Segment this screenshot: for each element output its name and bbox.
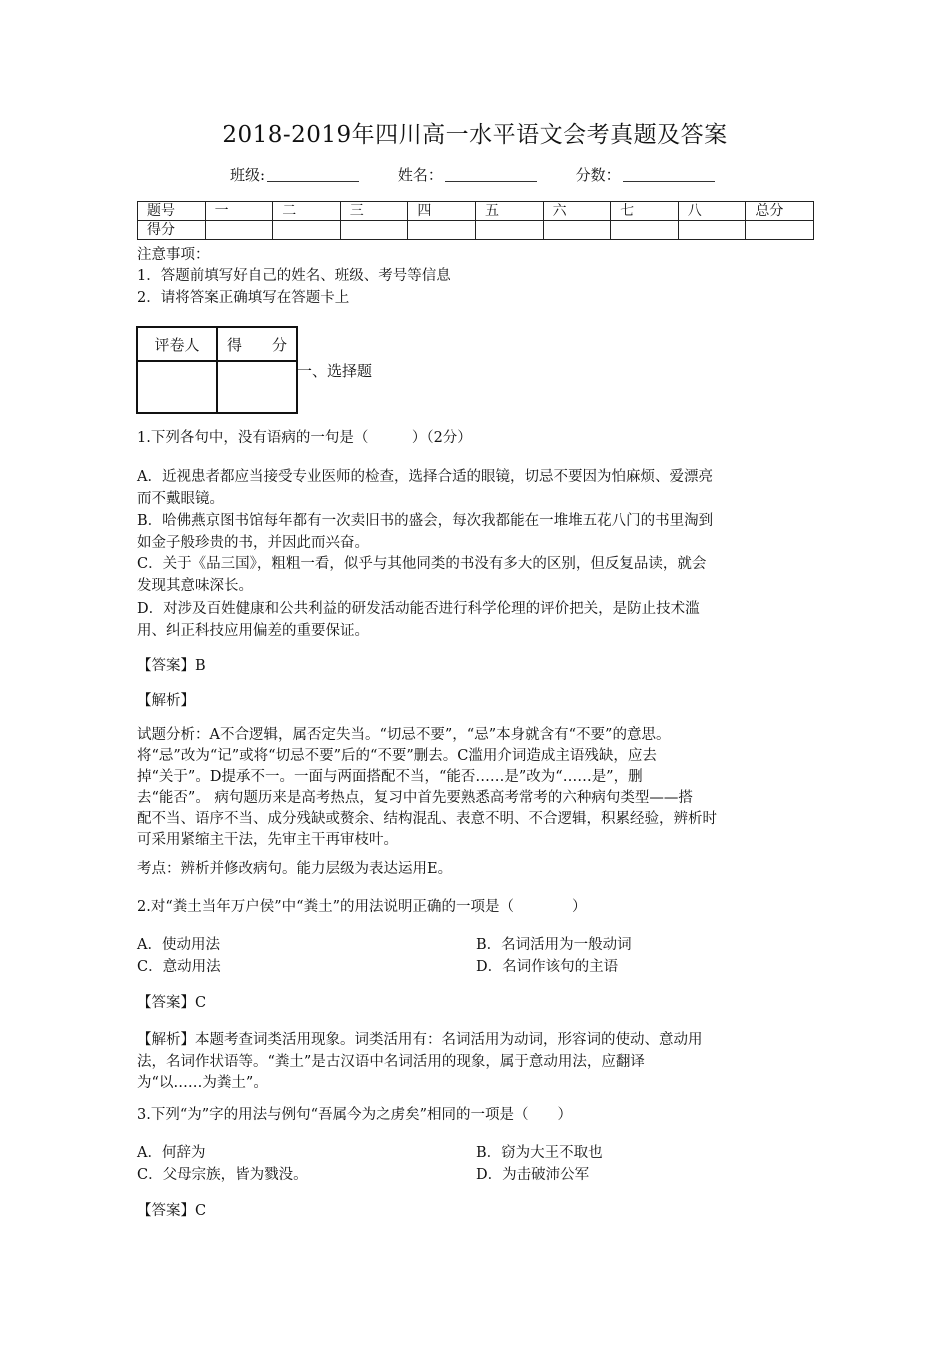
answer-label: 【答案】C	[137, 1203, 207, 1219]
grader-score-cell	[217, 361, 297, 413]
row-label: 得分	[138, 221, 206, 240]
option-text: D．对涉及百姓健康和公共利益的研发活动能否进行科学伦理的评价把关，是防止技术滥	[137, 601, 700, 617]
analysis-line: 掉“关于”。D提承不一。一面与两面搭配不当，“能否……是”改为“……是”，删	[137, 769, 643, 785]
header-cell: 一	[205, 202, 273, 221]
class-blank	[267, 167, 359, 182]
analysis-line: 配不当、语序不当、成分残缺或赘余、结构混乱、表意不明、不合逻辑，积累经验，辨析时	[137, 811, 717, 827]
answer-label: 【答案】B	[137, 658, 206, 674]
analysis-line: 为“以……为粪土”。	[137, 1075, 268, 1091]
name-blank	[445, 167, 537, 182]
note-item: 2．请将答案正确填写在答题卡上	[137, 290, 350, 306]
option-text: D．为击破沛公军	[476, 1167, 590, 1183]
header-cell: 七	[611, 202, 679, 221]
notes-heading: 注意事项：	[137, 247, 210, 263]
grader-box	[136, 326, 298, 414]
score-cell	[475, 221, 543, 240]
header-cell: 四	[408, 202, 476, 221]
score-table-score-row	[138, 221, 814, 240]
option-text: B．窃为大王不取也	[476, 1145, 603, 1161]
score-cell	[678, 221, 746, 240]
section-title: 一、选择题	[297, 362, 373, 380]
score-table	[137, 201, 814, 240]
score-blank	[623, 167, 715, 182]
reviewer-label: 评卷人	[137, 327, 217, 361]
option-text: A．何辞为	[137, 1145, 206, 1161]
analysis-line: 法，名词作状语等。“粪土”是古汉语中名词活用的现象，属于意动用法，应翻译	[137, 1054, 645, 1070]
name-label: 姓名：	[397, 166, 443, 184]
score-cell	[408, 221, 476, 240]
reviewer-cell	[137, 361, 217, 413]
student-info	[230, 164, 749, 185]
option-text: 发现其意味深长。	[137, 578, 253, 594]
note-item: 1．答题前填写好自己的姓名、班级、考号等信息	[137, 268, 451, 284]
answer-label: 【答案】C	[137, 995, 207, 1011]
score-table-header-row	[138, 202, 814, 221]
option-text: 用、纠正科技应用偏差的重要保证。	[137, 623, 369, 639]
option-text: B．名词活用为一般动词	[476, 937, 632, 953]
header-cell: 六	[543, 202, 611, 221]
option-text: C．意动用法	[137, 959, 221, 975]
score-cell	[746, 221, 814, 240]
analysis-line: 试题分析：A不合逻辑，属否定失当。“切忌不要”，“忌”本身就含有“不要”的意思。	[137, 727, 671, 743]
header-cell: 二	[273, 202, 341, 221]
analysis-label: 【解析】	[137, 693, 195, 709]
score-cell	[611, 221, 679, 240]
option-text: B．哈佛燕京图书馆每年都有一次卖旧书的盛会，每次我都能在一堆堆五花八门的书里淘到	[137, 513, 714, 529]
option-text: A．近视患者都应当接受专业医师的检查，选择合适的眼镜，切忌不要因为怕麻烦、爱漂亮	[137, 469, 713, 485]
header-cell: 八	[678, 202, 746, 221]
analysis-line: 将“忌”改为“记”或将“切忌不要”后的“不要”删去。C滥用介词造成主语残缺，应去	[137, 748, 657, 764]
header-cell: 题号	[138, 202, 206, 221]
question-stem: 2.对“粪土当年万户侯”中“粪土”的用法说明正确的一项是（ ）	[137, 899, 587, 915]
option-text: D．名词作该句的主语	[476, 959, 619, 975]
analysis-line: 去“能否”。 病句题历来是高考热点，复习中首先要熟悉高考常考的六种病句类型——搭	[137, 790, 693, 806]
option-text: A．使动用法	[137, 937, 220, 953]
grader-score-label: 得 分	[217, 327, 297, 361]
page-title: 2018-2019年四川高一水平语文会考真题及答案	[222, 122, 728, 148]
option-text: C．父母宗族，皆为戮没。	[137, 1167, 308, 1183]
analysis-line: 可采用紧缩主干法，先审主干再审枝叶。	[137, 832, 398, 848]
header-cell: 总分	[746, 202, 814, 221]
question-stem: 3.下列“为”字的用法与例句“吾属今为之虏矣”相同的一项是（ ）	[137, 1107, 572, 1123]
score-cell	[273, 221, 341, 240]
option-text: C．关于《品三国》，粗粗一看，似乎与其他同类的书没有多大的区别，但反复品读，就会	[137, 556, 707, 572]
score-cell	[205, 221, 273, 240]
score-cell	[340, 221, 408, 240]
question-stem: 1.下列各句中，没有语病的一句是（ ）（2分）	[137, 430, 472, 446]
header-cell: 五	[475, 202, 543, 221]
analysis-line: 【解析】本题考查词类活用现象。词类活用有：名词活用为动词，形容词的使动、意动用	[137, 1032, 703, 1048]
exam-point: 考点：辨析并修改病句。能力层级为表达运用E。	[137, 861, 453, 877]
option-text: 而不戴眼镜。	[137, 491, 224, 507]
score-label: 分数：	[575, 166, 621, 184]
header-cell: 三	[340, 202, 408, 221]
class-label: 班级:	[230, 166, 266, 184]
option-text: 如金子般珍贵的书，并因此而兴奋。	[137, 535, 369, 551]
score-cell	[543, 221, 611, 240]
